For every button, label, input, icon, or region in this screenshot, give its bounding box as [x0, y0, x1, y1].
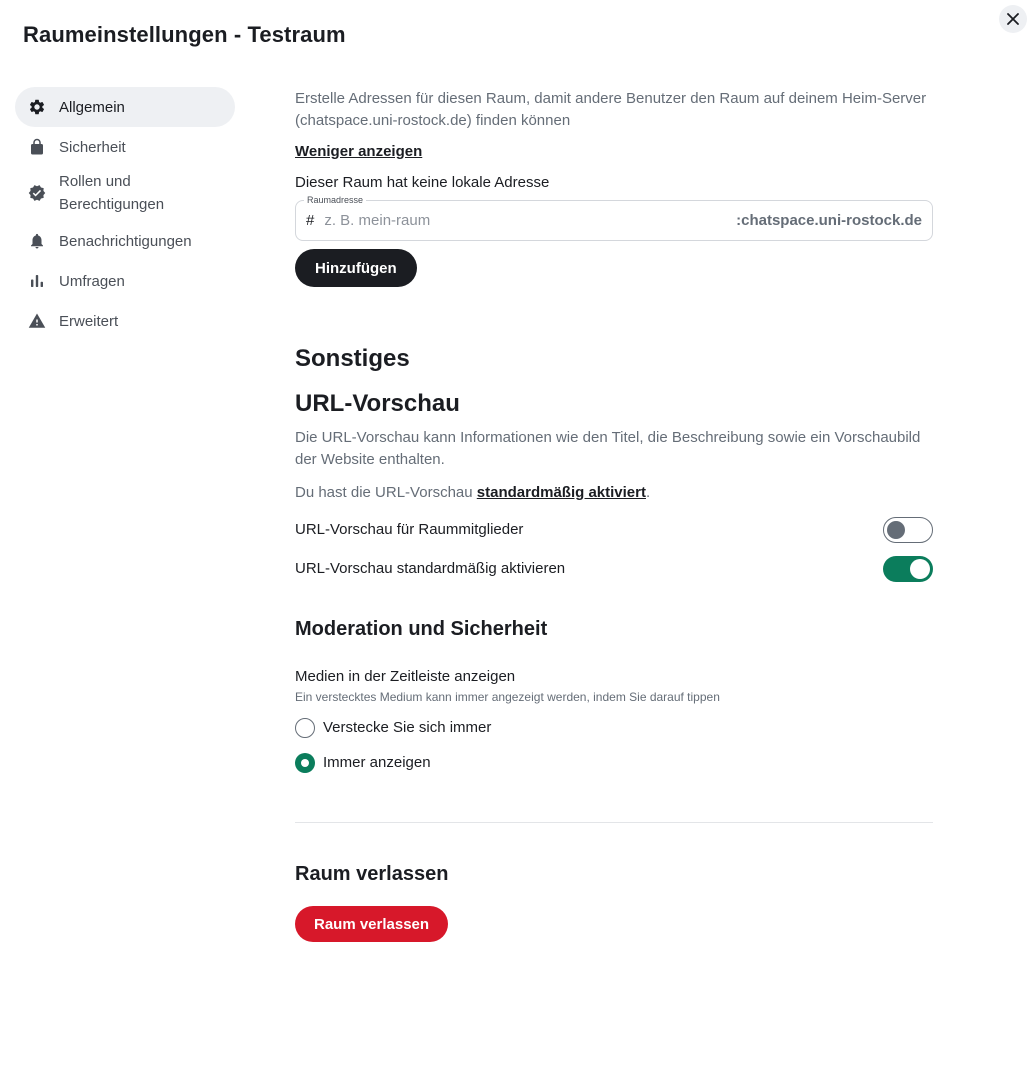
sidebar-item-allgemein[interactable]	[15, 87, 235, 127]
sidebar-item-rollen[interactable]	[15, 169, 235, 217]
settings-sidebar	[15, 87, 235, 341]
radio-button-checked[interactable]	[295, 753, 315, 773]
sidebar-item-erweitert[interactable]	[15, 301, 235, 341]
toggle-label: URL-Vorschau für Raummitglieder	[295, 521, 524, 538]
url-preview-status	[295, 482, 933, 504]
settings-main	[295, 88, 933, 942]
server-suffix: :chatspace.uni-rostock.de	[736, 212, 922, 229]
warning-icon	[27, 311, 47, 331]
verified-shield-icon	[27, 183, 47, 203]
sidebar-item-label: Erweitert	[59, 312, 119, 330]
gear-icon	[27, 97, 47, 117]
toggle-knob	[887, 521, 905, 539]
radio-button[interactable]	[295, 718, 315, 738]
room-address-field[interactable]	[295, 195, 933, 241]
address-description: Erstelle Adressen für diesen Raum, damit andere Benutzer den Raum auf deinem Heim-Server (chatspace.uni-rostock.de) finden können	[295, 90, 927, 129]
close-icon	[1007, 13, 1019, 25]
poll-icon	[27, 271, 47, 291]
room-address-label: Raumadresse	[304, 195, 366, 206]
toggle-knob	[910, 559, 930, 579]
room-address-input[interactable]	[324, 212, 736, 229]
toggle-label: URL-Vorschau standardmäßig aktivieren	[295, 560, 566, 577]
close-button[interactable]	[999, 5, 1027, 33]
sidebar-item-benachrichtigungen[interactable]	[15, 221, 235, 261]
show-less-link[interactable]: Weniger anzeigen	[295, 143, 423, 160]
sidebar-item-umfragen[interactable]	[15, 261, 235, 301]
dialog-title: Raumeinstellungen - Testraum	[23, 22, 346, 47]
url-preview-default-toggle[interactable]	[883, 556, 933, 582]
lock-icon	[27, 137, 47, 157]
media-label: Medien in der Zeitleiste anzeigen	[295, 668, 516, 685]
radio-label: Immer anzeigen	[323, 754, 431, 771]
url-preview-settings-link[interactable]: standardmäßig aktiviert	[476, 484, 646, 501]
toggle-row-default	[295, 549, 933, 588]
moderation-heading: Moderation und Sicherheit	[295, 618, 548, 640]
bell-icon	[27, 231, 47, 251]
url-preview-description: Die URL-Vorschau kann Informationen wie den Titel, die Beschreibung sowie ein Vorschaubild der Website enthalten.	[295, 429, 921, 468]
radio-label: Verstecke Sie sich immer	[323, 719, 492, 736]
url-preview-heading: URL-Vorschau	[295, 390, 460, 417]
add-address-button[interactable]: Hinzufügen	[295, 249, 417, 287]
section-divider	[295, 822, 933, 823]
media-hint: Ein verstecktes Medium kann immer angezeigt werden, indem Sie darauf tippen	[295, 690, 720, 704]
sidebar-item-label: Benachrichtigungen	[59, 232, 192, 250]
url-preview-members-toggle[interactable]	[883, 517, 933, 543]
sidebar-item-label: Umfragen	[59, 272, 125, 290]
no-local-address-text: Dieser Raum hat keine lokale Adresse	[295, 174, 550, 191]
sidebar-item-label: Sicherheit	[59, 138, 126, 156]
hash-prefix: #	[306, 212, 315, 229]
sidebar-item-label: Allgemein	[59, 98, 125, 116]
other-heading: Sonstiges	[295, 345, 410, 372]
radio-option-show[interactable]	[295, 745, 933, 780]
radio-option-hide[interactable]	[295, 710, 933, 745]
url-preview-status-suffix: .	[645, 484, 651, 501]
leave-heading: Raum verlassen	[295, 863, 449, 885]
url-preview-status-prefix: Du hast die URL-Vorschau	[295, 484, 477, 501]
sidebar-item-label: Rollen und Berechtigungen	[59, 173, 165, 213]
toggle-row-members	[295, 510, 933, 549]
sidebar-item-sicherheit[interactable]	[15, 127, 235, 167]
leave-room-button[interactable]: Raum verlassen	[295, 906, 448, 942]
